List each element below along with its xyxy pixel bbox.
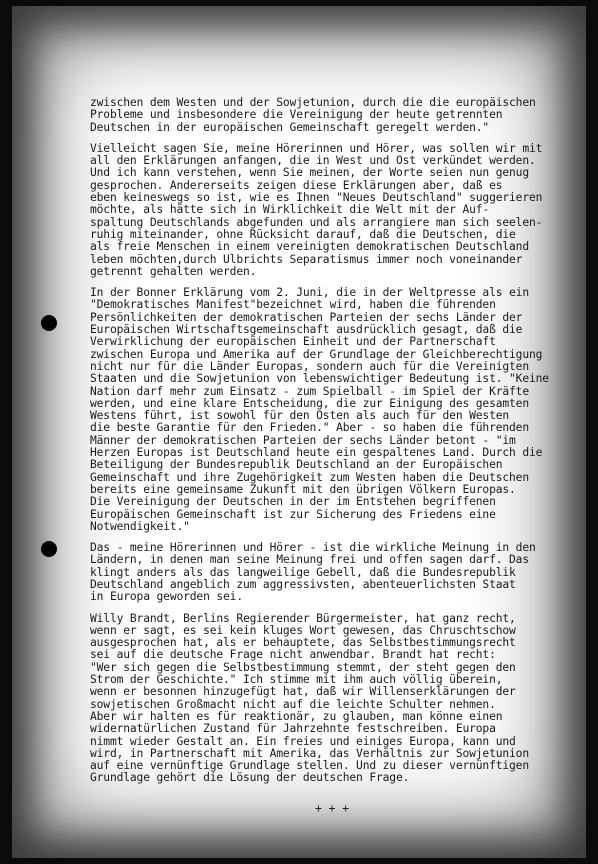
- text-line: werden, und eine klare Entscheidung, die zur Einigung des gesamten: [90, 396, 529, 410]
- text-line: die beste Garantie für den Frieden." Aber - so haben die führenden: [90, 421, 529, 435]
- text-line: widernatürlichen Zustand für Jahrzehnte festschreiben. Europa: [90, 722, 496, 736]
- text-line: "Demokratisches Manifest"bezeichnet wird, haben die führenden: [90, 298, 496, 312]
- text-line: Aber wir halten es für reaktionär, zu glauben, man könne einen: [90, 709, 503, 723]
- text-line: zwischen dem Westen und der Sowjetunion, durch die die europäischen: [90, 96, 536, 109]
- punch-hole-top: [41, 315, 57, 331]
- text-line: nimmt wieder Gestalt an. Ein freies und einiges Europa, kann und: [90, 734, 516, 748]
- text-line: Strom der Geschichte." Ich stimme mit ihm auch völlig überein,: [90, 673, 503, 687]
- paragraph: [90, 613, 586, 785]
- text-line: klingt anders als das langweilige Gebell, daß die Bundesrepublik: [90, 565, 516, 579]
- text-line: wird, in Partnerschaft mit Amerika, das Verhältnis zur Sowjetunion: [90, 746, 529, 760]
- paragraph: [90, 97, 586, 134]
- text-line: Europäischen Gemeinschaft ist zur Sicherung des Friedens eine: [90, 507, 496, 521]
- text-line: all den Erklärungen anfangen, die in West und Ost verkündet werden.: [90, 154, 536, 168]
- punch-hole-bottom: [41, 541, 57, 557]
- text-line: Deutschen in der europäischen Gemeinschaft geregelt werden.": [90, 120, 490, 134]
- text-line: sowjetischen Großmacht nicht auf die leichte Schulter nehmen.: [90, 697, 496, 711]
- text-line: Männer der demokratischen Parteien der sechs Länder betont - "im: [90, 433, 516, 447]
- text-line: Grundlage gehört die Lösung der deutschen Frage.: [90, 771, 410, 785]
- text-line: Verwirklichung der europäischen Einheit und der Partnerschaft: [90, 335, 496, 349]
- text-line: Deutschland angeblich zum aggressivsten, abenteuerlichsten Staat: [90, 577, 516, 591]
- text-line: Staaten und die Sowjetunion von lebenswichtiger Bedeutung ist. "Keine: [90, 372, 549, 386]
- text-line: nicht nur für die Länder Europas, sondern auch für die Vereinigten: [90, 359, 529, 373]
- text-line: ruhig miteinander, ohne Rücksicht darauf, daß die Deutschen, die: [90, 227, 516, 241]
- text-line: eben keineswegs so ist, wie es Ihnen "Neues Deutschland" suggerieren: [90, 191, 543, 205]
- text-line: Notwendigkeit.": [90, 519, 190, 533]
- text-line: Gemeinschaft und ihre Zugehörigkeit zum Westen haben die Deutschen: [90, 470, 529, 484]
- text-line: wenn er sagt, es sei kein kluges Wort gewesen, das Chruschtschow: [90, 623, 516, 637]
- text-line: Probleme und insbesondere die Vereinigung der heute getrennten: [90, 108, 503, 122]
- text-line: Ländern, in denen man seine Meinung frei und offen sagen darf. Das: [90, 553, 529, 567]
- text-line: möchte, als hätte sich in Wirklichkeit die Welt mit der Auf-: [90, 203, 490, 217]
- text-line: auf eine vernünftige Grundlage stellen. Und zu dieser vernünftigen: [90, 759, 529, 773]
- text-line: wenn er besonnen hinzugefügt hat, daß wir Willenserklärungen der: [90, 685, 516, 699]
- text-line: spaltung Deutschlands abgefunden und als arrangiere man sich seelen-: [90, 215, 543, 229]
- document-body: [90, 97, 586, 794]
- paragraph: [90, 143, 586, 278]
- text-line: gesprochen. Andererseits zeigen diese Erklärungen aber, daß es: [90, 178, 503, 192]
- text-line: Vielleicht sagen Sie, meine Hörerinnen und Hörer, was sollen wir mit: [90, 141, 543, 155]
- document-page: [12, 6, 586, 858]
- text-line: In der Bonner Erklärung vom 2. Juni, die in der Weltpresse als ein: [90, 286, 529, 300]
- text-line: Herzen Europas ist Deutschland heute ein gespaltenes Land. Durch die: [90, 446, 543, 460]
- text-line: bereits eine gemeinsame Zukunft mit den übrigen Völkern Europas.: [90, 482, 516, 496]
- text-line: in Europa geworden sei.: [90, 590, 243, 604]
- text-line: "Wer sich gegen die Selbstbestimmung stemmt, der steht gegen den: [90, 660, 516, 674]
- text-line: Europäischen Wirtschaftsgemeinschaft ausdrücklich gesagt, daß die: [90, 323, 523, 337]
- text-line: Die Vereinigung der Deutschen in der im Entstehen begriffenen: [90, 495, 496, 509]
- text-line: Und ich kann verstehen, wenn Sie meinen, der Worte seien nun genug: [90, 166, 529, 180]
- text-line: zwischen Europa und Amerika auf der Grundlage der Gleichberechtigung: [90, 347, 543, 361]
- text-line: sei auf die deutsche Frage nicht anwendbar. Brandt hat recht:: [90, 648, 496, 662]
- text-line: Persönlichkeiten der demokratischen Parteien der sechs Länder der: [90, 310, 523, 324]
- closing-mark: + + +: [315, 802, 350, 815]
- text-line: Das - meine Hörerinnen und Hörer - ist die wirkliche Meinung in den: [90, 541, 536, 555]
- paragraph: [90, 287, 586, 533]
- text-line: als freie Menschen in einem vereinigten demokratischen Deutschland: [90, 240, 529, 254]
- text-line: getrennt gehalten werden.: [90, 264, 257, 278]
- text-line: Nation darf mehr zum Einsatz - zum Spielball - im Spiel der Kräfte: [90, 384, 529, 398]
- text-line: leben möchten,durch Ulbrichts Separatismus immer noch voneinander: [90, 252, 523, 266]
- text-line: ausgesprochen hat, als er behauptete, das Selbstbestimmungsrecht: [90, 636, 516, 650]
- text-line: Westens führt, ist sowohl für den Osten als auch für den Westen: [90, 409, 510, 423]
- text-line: Beteiligung der Bundesrepublik Deutschland an der Europäischen: [90, 458, 503, 472]
- text-line: Willy Brandt, Berlins Regierender Bürgermeister, hat ganz recht,: [90, 611, 516, 625]
- paragraph: [90, 542, 586, 603]
